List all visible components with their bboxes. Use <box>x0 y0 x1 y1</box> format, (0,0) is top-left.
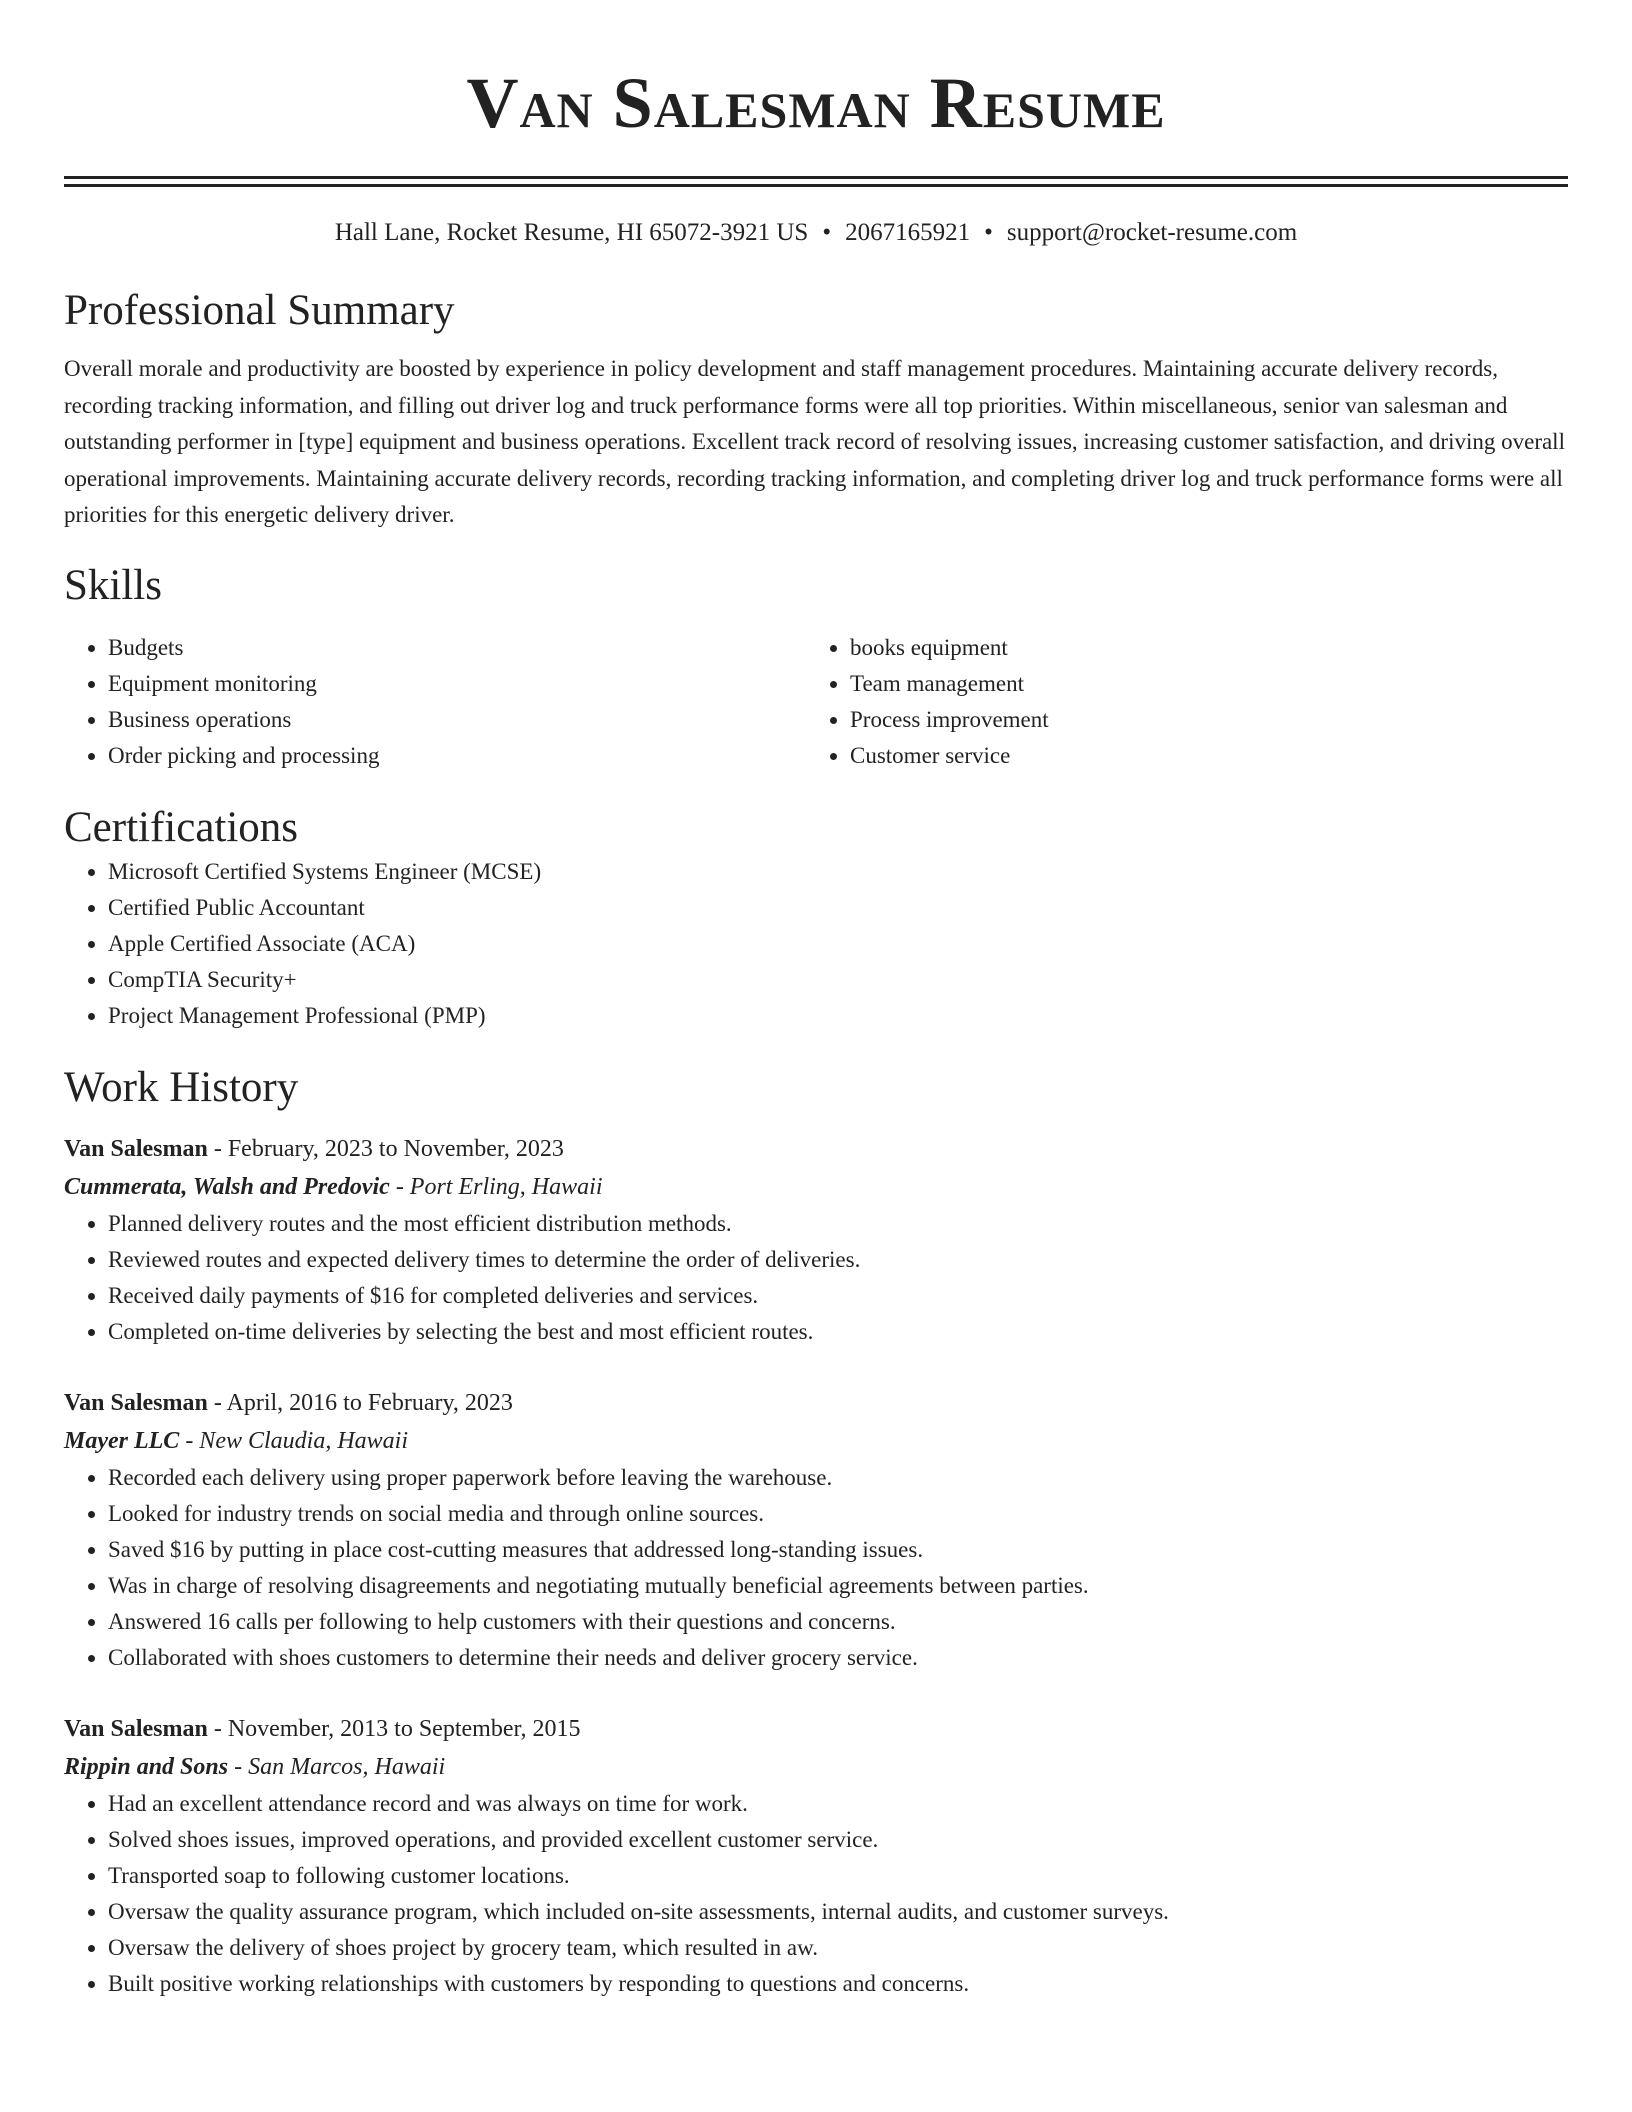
skills-column-right <box>806 630 1548 774</box>
certification-item: • Microsoft Certified Systems Engineer (MCSE) <box>108 854 1568 890</box>
job-bullets <box>64 1786 1568 2002</box>
job-bullet: • Was in charge of resolving disagreements and negotiating mutually beneficial agreements between parties. <box>108 1568 1568 1604</box>
certification-item: • Apple Certified Associate (ACA) <box>108 926 1568 962</box>
job-bullets <box>64 1206 1568 1350</box>
job-title-line <box>64 1130 1568 1168</box>
job-bullet: • Saved $16 by putting in place cost-cutting measures that addressed long-standing issues. <box>108 1532 1568 1568</box>
certifications-list <box>64 854 1568 1034</box>
job-bullet: • Solved shoes issues, improved operations, and provided excellent customer service. <box>108 1822 1568 1858</box>
job-company-line <box>64 1422 1568 1460</box>
job-location: - New Claudia, Hawaii <box>179 1427 408 1454</box>
job-bullet: • Oversaw the quality assurance program, which included on-site assessments, internal audits, and customer surveys. <box>108 1894 1568 1930</box>
job-bullet: • Reviewed routes and expected delivery times to determine the order of deliveries. <box>108 1242 1568 1278</box>
job-bullet: • Completed on-time deliveries by selecting the best and most efficient routes. <box>108 1314 1568 1350</box>
skill-item: • Order picking and processing <box>108 738 806 774</box>
contact-email: support@rocket-resume.com <box>1006 219 1298 246</box>
job-entry <box>64 1710 1568 2002</box>
job-company: Mayer LLC <box>64 1427 180 1454</box>
job-title-line <box>64 1710 1568 1748</box>
skill-item: • books equipment <box>850 630 1548 666</box>
job-bullet: • Oversaw the delivery of shoes project by grocery team, which resulted in aw. <box>108 1930 1568 1966</box>
summary-heading: Professional Summary <box>64 287 455 334</box>
skills-list-right <box>806 630 1548 774</box>
skill-item: • Team management <box>850 666 1548 702</box>
job-bullet: • Recorded each delivery using proper paperwork before leaving the warehouse. <box>108 1460 1568 1496</box>
job-role: Van Salesman <box>64 1135 208 1162</box>
job-title-line <box>64 1384 1568 1422</box>
certifications-heading: Certifications <box>64 803 299 851</box>
skill-item: • Equipment monitoring <box>108 666 806 702</box>
job-role: Van Salesman <box>64 1715 208 1742</box>
job-bullet: • Planned delivery routes and the most efficient distribution methods. <box>108 1206 1568 1242</box>
job-entry <box>64 1384 1568 1676</box>
certification-item: • Certified Public Accountant <box>108 890 1568 926</box>
job-dates: - April, 2016 to February, 2023 <box>207 1389 513 1416</box>
job-bullet: • Built positive working relationships with customers by responding to questions and concerns. <box>108 1966 1568 2002</box>
contact-address: Hall Lane, Rocket Resume, HI 65072-3921 US <box>334 219 809 246</box>
certification-item: • Project Management Professional (PMP) <box>108 998 1568 1034</box>
job-entry <box>64 1130 1568 1350</box>
job-bullets <box>64 1460 1568 1676</box>
resume-title: Van Salesman Resume <box>466 63 1166 143</box>
job-bullet: • Received daily payments of $16 for completed deliveries and services. <box>108 1278 1568 1314</box>
contact-separator: • <box>822 219 832 246</box>
job-role: Van Salesman <box>64 1389 208 1416</box>
skill-item: • Budgets <box>108 630 806 666</box>
summary-text: Overall morale and productivity are boosted by experience in policy development and staff management procedures. Maintaining accurate delivery records, recording tracking information, and filling out driver log and truck performance forms were all top priorities. Within miscellaneous, senior van salesman and outstanding performer in [type] equipment and business operations. Excellent track record of resolving issues, increasing customer satisfaction, and driving overall operational improvements. Maintaining accurate delivery records, recording tracking information, and completing driver log and truck performance forms were all priorities for this energetic delivery driver. <box>64 356 1565 527</box>
job-bullet: • Collaborated with shoes customers to determine their needs and deliver grocery service. <box>108 1640 1568 1676</box>
work-history-heading: Work History <box>64 1063 299 1111</box>
job-company-line <box>64 1168 1568 1206</box>
skill-item: • Customer service <box>850 738 1548 774</box>
skill-item: • Process improvement <box>850 702 1548 738</box>
job-company: Rippin and Sons <box>64 1753 229 1780</box>
title-double-rule <box>64 176 1568 187</box>
skills-grid <box>64 630 1568 774</box>
job-bullet: • Looked for industry trends on social media and through online sources. <box>108 1496 1568 1532</box>
contact-phone: 2067165921 <box>845 219 971 246</box>
job-company-line <box>64 1748 1568 1786</box>
job-dates: - February, 2023 to November, 2023 <box>207 1135 564 1162</box>
job-bullet: • Transported soap to following customer locations. <box>108 1858 1568 1894</box>
skills-column-left <box>64 630 806 774</box>
skills-list-left <box>64 630 806 774</box>
job-dates: - November, 2013 to September, 2015 <box>207 1715 581 1742</box>
skill-item: • Business operations <box>108 702 806 738</box>
contact-line <box>64 217 1568 249</box>
contact-separator: • <box>984 219 993 246</box>
job-bullet: • Had an excellent attendance record and was always on time for work. <box>108 1786 1568 1822</box>
certification-item: • CompTIA Security+ <box>108 962 1568 998</box>
job-location: - San Marcos, Hawaii <box>228 1753 446 1780</box>
job-location: - Port Erling, Hawaii <box>389 1173 603 1200</box>
job-company: Cummerata, Walsh and Predovic <box>64 1173 390 1200</box>
skills-heading: Skills <box>64 561 162 609</box>
job-bullet: • Answered 16 calls per following to help customers with their questions and concerns. <box>108 1604 1568 1640</box>
